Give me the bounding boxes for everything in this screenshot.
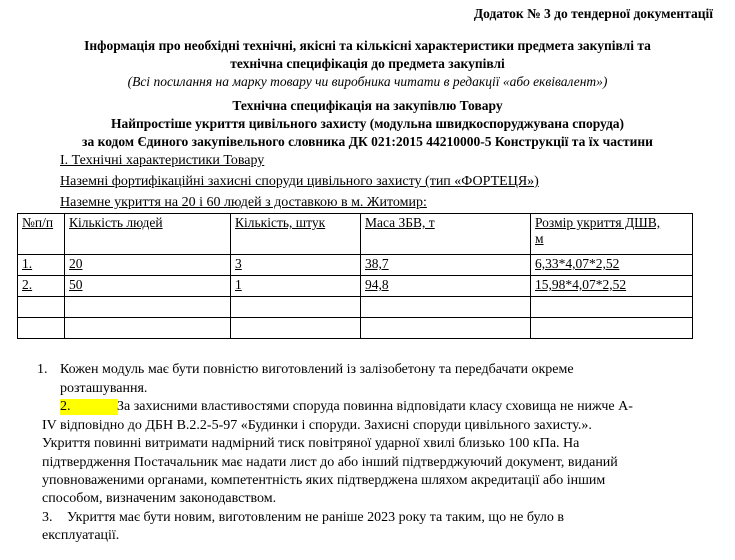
table-row [18,276,693,297]
table-cell [65,318,231,339]
header-cell-number: №п/п [18,214,65,255]
section-heading: І. Технічні характеристики Товару [60,153,265,168]
requirement-2-line-6: способом, визначеним законодавством. [42,491,277,506]
header-cell-mass: Маса ЗБВ, т [361,214,531,255]
table-cell: 38,7 [361,255,531,276]
table-cell: 1 [231,276,361,297]
table-cell [231,297,361,318]
table-cell [231,318,361,339]
section-subheading: Наземні фортифікаційні захисні споруди цивільного захисту (тип «ФОРТЕЦЯ») [60,174,539,189]
requirement-3-number: 3. [42,510,53,525]
table-cell [531,318,693,339]
table-cell: 1. [18,255,65,276]
requirement-3-line-2: експлуатації. [42,528,120,543]
spec-title: Технічна специфікація на закупівлю Товару [232,98,503,113]
equivalent-note: (Всі посилання на марку товару чи виробника читати в редакції «або еквівалент») [127,74,608,89]
header-cell-size-text: Розмір укриття ДШВ, [535,215,661,230]
table-cell: 6,33*4,07*2,52 [531,255,693,276]
requirement-1-number: 1. [37,362,48,377]
highlight-marker [60,399,118,415]
table-cell: 94,8 [361,276,531,297]
table-row [18,297,693,318]
requirement-1-line-1: Кожен модуль має бути повністю виготовлений із залізобетону та передбачати окреме [60,362,574,377]
code-line: за кодом Єдиного закупівельного словника ДК 021:2015 44210000-5 Конструкції та їх частини [82,134,653,149]
table-cell: 50 [65,276,231,297]
table-row [18,318,693,339]
requirement-2-line-2: IV відповідно до ДБН В.2.2-5-97 «Будинки і споруди. Захисні споруди цивільного захисту.». [42,418,592,433]
table-cell: 20 [65,255,231,276]
table-cell: 15,98*4,07*2,52 [531,276,693,297]
table-cell [18,318,65,339]
table-cell [361,318,531,339]
info-title-line-1: Інформація про необхідні технічні, якісні та кількісні характеристики предмета закупівлі та [84,38,651,53]
requirement-2-number-text: 2. [60,399,71,414]
addendum-label: Додаток № 3 до тендерної документації [473,6,713,21]
table-header-row [18,214,693,255]
requirement-2-line-4: підтвердження Постачальник має надати лист до або інший підтверджуючий документ, виданий [42,455,618,470]
info-title-line-2: технічна специфікація до предмета закупівлі [230,56,505,71]
requirement-1-line-2: розташування. [60,381,148,396]
requirement-2-line-1: За захисними властивостями споруда повинна відповідати класу сховища не нижче А- [117,399,633,414]
table-cell [531,297,693,318]
item-title: Найпростіше укриття цивільного захисту (модульна швидкоспоруджувана споруда) [110,116,625,131]
table-cell [18,297,65,318]
requirement-2-number [60,399,118,415]
table-caption: Наземне укриття на 20 і 60 людей з доставкою в м. Житомир: [60,195,427,210]
table-cell [65,297,231,318]
header-cell-size [531,214,693,255]
table-cell: 3 [231,255,361,276]
requirement-3-line-1: Укриття має бути новим, виготовленим не раніше 2023 року та таким, що не було в [67,510,564,525]
requirement-2-line-3: Укриття повинні витримати надмірний тиск повітряної ударної хвилі близько 100 кПа. На [42,436,580,451]
table-row [18,255,693,276]
requirement-2-line-5: уповноваженими органами, компетентність яких підтверджена шляхом акредитації або іншим [42,473,606,488]
header-cell-people: Кількість людей [65,214,231,255]
header-cell-quantity: Кількість, штук [231,214,361,255]
header-cell-size-unit: м [535,231,544,246]
table-cell [361,297,531,318]
specification-table [17,213,693,339]
table-cell: 2. [18,276,65,297]
